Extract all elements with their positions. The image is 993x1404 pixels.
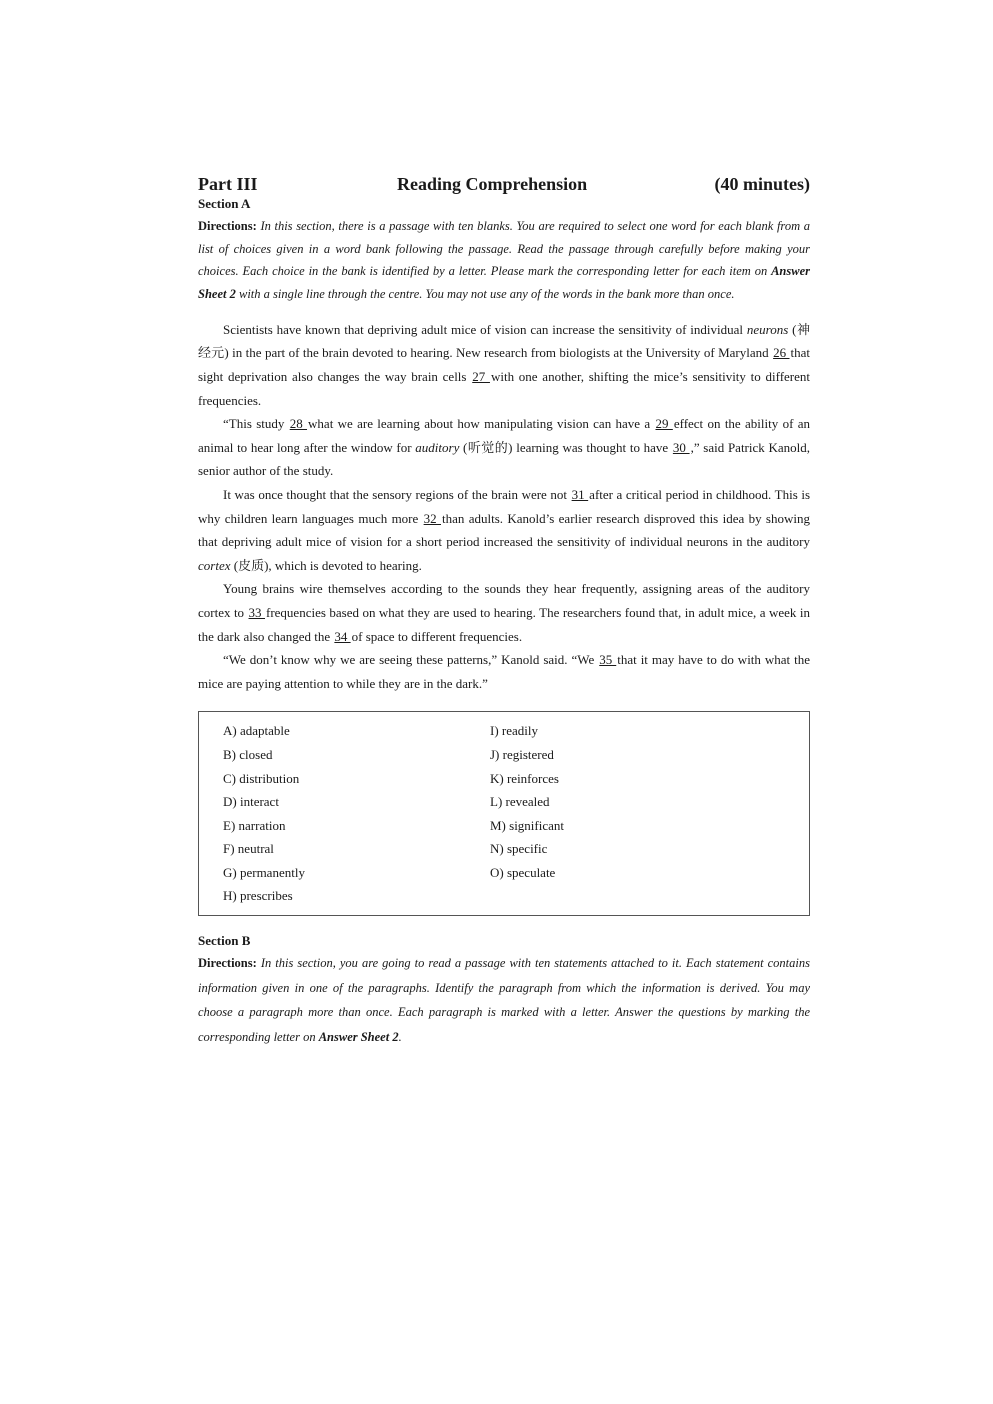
text: after a critical period in childhood. This is why children learn languages much more	[198, 486, 810, 526]
word-option: F) neutral	[223, 841, 274, 857]
word-option: K) reinforces	[490, 770, 559, 786]
word-option: M) significant	[490, 817, 565, 833]
directions-text: In this section, you are going to read a passage with ten statements attached to it. Each statement contains information given in one of the paragraphs. Identify the paragraph from which the information is derived. You may choose a paragraph more than once. Each paragraph is marked with a letter. Answer the questions by marking the corresponding letter on	[198, 956, 810, 1044]
blank-27: 27	[472, 369, 490, 384]
blank-35: 35	[599, 652, 617, 668]
blank-29: 29	[655, 416, 673, 432]
text: than adults. Kanold’s earlier research disproved this idea by showing that depriving adult mice of vision for a short period increased the sensitivity of individual neurons in the auditory	[198, 510, 810, 550]
passage	[198, 318, 810, 696]
blank-30: 30	[672, 439, 690, 455]
passage-paragraph-4	[198, 577, 810, 648]
passage-paragraph-2	[198, 412, 810, 483]
word-bank	[198, 711, 810, 916]
word-option: G) permanently	[223, 864, 305, 880]
term-neurons: neurons	[746, 321, 789, 337]
text: Young brains wire themselves according to the sounds they hear frequently, assigning areas of the auditory cortex to	[198, 581, 810, 620]
blank-33: 33	[248, 604, 265, 620]
word-option: I) readily	[490, 723, 539, 739]
word-option: N) specific	[490, 841, 548, 857]
directions-text-end: with a single line through the centre. You may not use any of the words in the bank more than once.	[235, 287, 735, 302]
directions-text: In this section, there is a passage with ten blanks. You are required to select one word for each blank from a list of choices given in a word bank following the passage. Read the passage through carefully before making your choices. Each choice in the bank is identified by a letter. Please mark the corresponding letter for each item on	[198, 219, 810, 279]
word-option: E) narration	[223, 817, 286, 833]
blank-26: 26	[773, 345, 790, 361]
term-cortex: cortex	[198, 557, 231, 573]
text: “We don’t know why we are seeing these patterns,” Kanold said. “We	[223, 652, 599, 668]
directions-label: Directions:	[198, 956, 257, 971]
text: frequencies based on what they are used to hearing. The researchers found that, in adult mice, a week in the dark also changed the	[198, 604, 811, 644]
word-option: A) adaptable	[223, 723, 290, 739]
word-option: C) distribution	[223, 770, 300, 786]
text: “This study	[223, 416, 289, 432]
directions-label: Directions:	[198, 219, 257, 233]
section-a-label: Section A	[198, 196, 251, 211]
part-number: Part III	[198, 174, 258, 194]
term-auditory: auditory	[415, 439, 460, 455]
word-option: B) closed	[223, 746, 273, 762]
text: (听觉的) learning was thought to have	[459, 439, 672, 455]
text: Scientists have known that depriving adult mice of vision can increase the sensitivity of individual	[223, 321, 747, 337]
word-option: D) interact	[223, 794, 279, 810]
word-option: J) registered	[490, 746, 554, 762]
part-title: Reading Comprehension	[397, 174, 588, 194]
part-header	[198, 170, 810, 196]
text: of space to different frequencies.	[351, 628, 523, 644]
answer-sheet-ref: Answer Sheet 2	[318, 1029, 399, 1044]
section-a-directions	[198, 215, 810, 306]
blank-34: 34	[334, 628, 351, 644]
passage-paragraph-3	[198, 483, 810, 577]
text: what we are learning about how manipulating vision can have a	[308, 416, 655, 432]
text: with one another, shifting the mice’s sensitivity to different frequencies.	[198, 369, 810, 408]
section-b-directions	[198, 951, 810, 1049]
directions-text-end: .	[398, 1029, 402, 1044]
passage-paragraph-5	[198, 648, 810, 695]
passage-paragraph-1	[198, 318, 810, 412]
text: that sight deprivation also changes the way brain cells	[198, 345, 811, 384]
text: (皮质), which is devoted to hearing.	[230, 557, 422, 573]
section-b-label: Section B	[198, 933, 251, 949]
word-option: L) revealed	[490, 794, 550, 810]
text: ,” said Patrick Kanold, senior author of the study.	[198, 439, 810, 479]
text: (神经元) in the part of the brain devoted to hearing. New research from biologists at the University of Maryland	[198, 321, 810, 361]
blank-31: 31	[571, 486, 589, 502]
answer-sheet-ref: Answer Sheet 2	[198, 264, 810, 302]
word-option: O) speculate	[490, 864, 556, 880]
blank-32: 32	[423, 510, 441, 526]
text: effect on the ability of an animal to hear long after the window for	[198, 416, 810, 455]
word-bank-right-column	[490, 719, 564, 884]
word-option: H) prescribes	[223, 888, 293, 904]
text: It was once thought that the sensory regions of the brain were not	[223, 486, 571, 502]
text: that it may have to do with what the mice are paying attention to while they are in the dark.”	[198, 652, 811, 691]
time-limit: (40 minutes)	[714, 174, 810, 194]
exam-page	[198, 170, 810, 1049]
blank-28: 28	[289, 416, 308, 432]
word-bank-left-column	[223, 719, 305, 908]
